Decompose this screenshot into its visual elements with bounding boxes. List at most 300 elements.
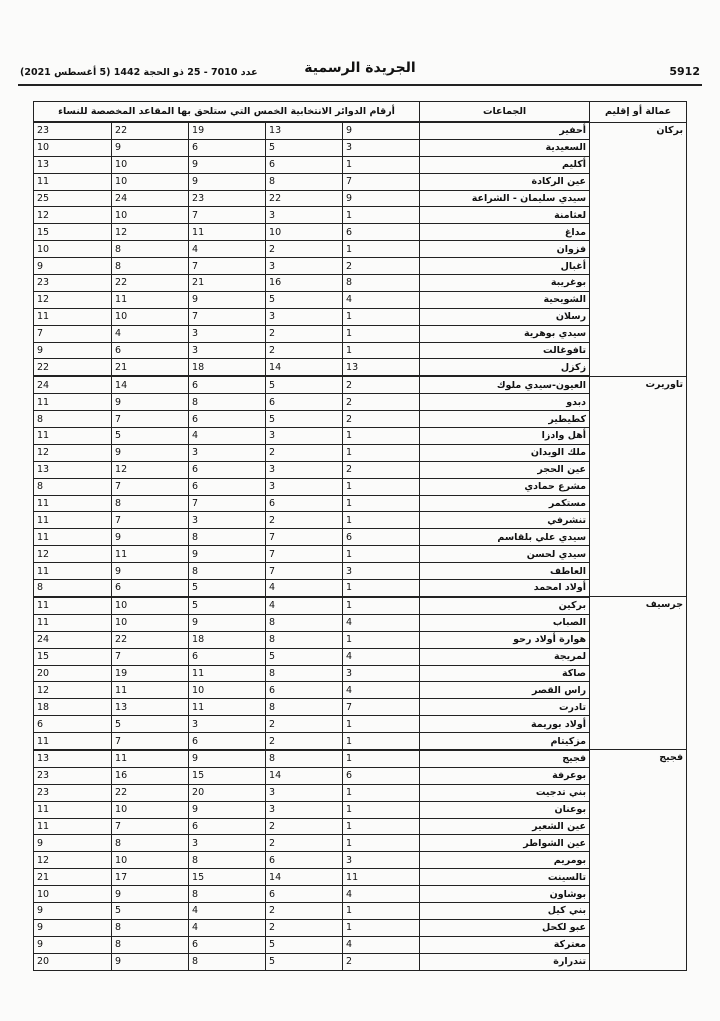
district-number-cell: 12: [112, 461, 189, 478]
district-number-cell: 7: [112, 411, 189, 428]
district-number-cell: 1: [343, 784, 420, 801]
district-number-cell: 1: [343, 308, 420, 325]
commune-cell: رسلان: [420, 308, 590, 325]
district-number-cell: 8: [266, 665, 343, 682]
district-number-cell: 20: [34, 953, 112, 970]
table-row: [34, 258, 687, 275]
district-number-cell: 15: [189, 869, 266, 886]
district-number-cell: 7: [112, 648, 189, 665]
district-number-cell: 7: [189, 495, 266, 512]
district-number-cell: 1: [343, 478, 420, 495]
district-number-cell: 16: [266, 275, 343, 292]
table-row: [34, 886, 687, 903]
district-number-cell: 8: [112, 241, 189, 258]
province-cell: [590, 919, 687, 936]
district-number-cell: 20: [189, 784, 266, 801]
district-number-cell: 11: [112, 750, 189, 767]
district-number-cell: 7: [112, 478, 189, 495]
province-cell: [590, 902, 687, 919]
district-number-cell: 1: [343, 835, 420, 852]
district-number-cell: 10: [34, 886, 112, 903]
district-number-cell: 9: [343, 190, 420, 207]
table-row: [34, 580, 687, 597]
commune-cell: عين الشعير: [420, 818, 590, 835]
district-number-cell: 7: [189, 258, 266, 275]
province-cell: [590, 495, 687, 512]
commune-cell: تافوغالت: [420, 342, 590, 359]
province-cell: [590, 835, 687, 852]
district-number-cell: 4: [343, 936, 420, 953]
district-number-cell: 3: [266, 428, 343, 445]
district-number-cell: 9: [112, 394, 189, 411]
district-number-cell: 4: [343, 614, 420, 631]
district-number-cell: 8: [34, 580, 112, 597]
district-number-cell: 2: [266, 835, 343, 852]
district-number-cell: 9: [34, 342, 112, 359]
commune-cell: بوغريبة: [420, 275, 590, 292]
table-row: [34, 461, 687, 478]
district-number-cell: 1: [343, 716, 420, 733]
district-number-cell: 6: [343, 529, 420, 546]
province-cell: [590, 275, 687, 292]
table-row: [34, 325, 687, 342]
district-number-cell: 7: [343, 173, 420, 190]
district-number-cell: 7: [343, 699, 420, 716]
district-number-cell: 6: [343, 767, 420, 784]
table-row: [34, 478, 687, 495]
district-number-cell: 13: [266, 122, 343, 139]
district-number-cell: 3: [189, 325, 266, 342]
district-number-cell: 9: [112, 886, 189, 903]
province-column-header: عمالة أو إقليم: [590, 102, 687, 123]
district-number-cell: 23: [34, 122, 112, 139]
table-row: [34, 308, 687, 325]
table-header-row: [34, 102, 687, 123]
district-number-cell: 1: [343, 580, 420, 597]
district-number-cell: 3: [189, 444, 266, 461]
district-number-cell: 3: [189, 835, 266, 852]
district-number-cell: 6: [189, 936, 266, 953]
table-row: [34, 512, 687, 529]
district-number-cell: 8: [266, 173, 343, 190]
district-number-cell: 9: [34, 835, 112, 852]
district-number-cell: 2: [266, 733, 343, 750]
commune-cell: العيون-سيدي ملوك: [420, 376, 590, 393]
commune-cell: السعيدية: [420, 139, 590, 156]
district-number-cell: 1: [343, 631, 420, 648]
district-number-cell: 9: [112, 563, 189, 580]
district-number-cell: 7: [189, 308, 266, 325]
district-number-cell: 11: [34, 597, 112, 614]
commune-cell: بومريم: [420, 852, 590, 869]
province-cell: [590, 869, 687, 886]
district-number-cell: 3: [343, 563, 420, 580]
district-number-cell: 10: [112, 156, 189, 173]
district-number-cell: 5: [266, 953, 343, 970]
district-number-cell: 1: [343, 818, 420, 835]
table-row: [34, 818, 687, 835]
table-row: [34, 122, 687, 139]
district-number-cell: 3: [266, 784, 343, 801]
district-number-cell: 1: [343, 342, 420, 359]
district-number-cell: 10: [112, 852, 189, 869]
district-number-cell: 1: [343, 428, 420, 445]
district-number-cell: 1: [343, 241, 420, 258]
commune-cell: بوشاون: [420, 886, 590, 903]
district-number-cell: 11: [34, 428, 112, 445]
district-number-cell: 2: [343, 461, 420, 478]
district-number-cell: 10: [34, 139, 112, 156]
district-number-cell: 9: [34, 258, 112, 275]
table-row: [34, 495, 687, 512]
table-row: [34, 648, 687, 665]
table-row: [34, 376, 687, 393]
district-number-cell: 6: [266, 394, 343, 411]
district-number-cell: 10: [112, 207, 189, 224]
district-number-cell: 22: [112, 784, 189, 801]
district-number-cell: 1: [343, 512, 420, 529]
district-number-cell: 8: [112, 495, 189, 512]
province-cell: [590, 173, 687, 190]
table-row: [34, 869, 687, 886]
commune-cell: عين الحجر: [420, 461, 590, 478]
district-number-cell: 7: [112, 733, 189, 750]
table-row: [34, 852, 687, 869]
commune-cell: هوارة أولاد رحو: [420, 631, 590, 648]
province-cell: [590, 716, 687, 733]
district-number-cell: 1: [343, 919, 420, 936]
district-number-cell: 3: [343, 665, 420, 682]
commune-cell: دبدو: [420, 394, 590, 411]
district-number-cell: 6: [112, 580, 189, 597]
district-number-cell: 9: [34, 936, 112, 953]
district-number-cell: 1: [343, 902, 420, 919]
district-number-cell: 2: [266, 342, 343, 359]
province-cell: [590, 784, 687, 801]
table-row: [34, 953, 687, 970]
province-cell: [590, 614, 687, 631]
district-number-cell: 5: [266, 139, 343, 156]
province-cell: [590, 139, 687, 156]
district-number-cell: 15: [34, 648, 112, 665]
province-cell: [590, 580, 687, 597]
commune-cell: ملك الويدان: [420, 444, 590, 461]
province-cell: [590, 699, 687, 716]
district-number-cell: 14: [112, 376, 189, 393]
district-number-cell: 15: [34, 224, 112, 241]
district-number-cell: 2: [343, 411, 420, 428]
province-cell: [590, 529, 687, 546]
district-number-cell: 22: [34, 359, 112, 376]
district-number-cell: 11: [34, 818, 112, 835]
commune-cell: مشرع حمادي: [420, 478, 590, 495]
district-number-cell: 7: [189, 207, 266, 224]
table-row: [34, 784, 687, 801]
district-number-cell: 11: [112, 682, 189, 699]
district-number-cell: 6: [266, 886, 343, 903]
seats-table: [33, 101, 687, 971]
district-number-cell: 8: [266, 699, 343, 716]
commune-cell: بني كيل: [420, 902, 590, 919]
district-number-cell: 13: [112, 699, 189, 716]
district-number-cell: 1: [343, 750, 420, 767]
province-cell: [590, 207, 687, 224]
district-number-cell: 21: [189, 275, 266, 292]
district-number-cell: 2: [266, 241, 343, 258]
province-cell: [590, 190, 687, 207]
district-number-cell: 9: [34, 902, 112, 919]
district-number-cell: 12: [34, 682, 112, 699]
table-row: [34, 275, 687, 292]
table-row: [34, 342, 687, 359]
district-number-cell: 4: [266, 580, 343, 597]
district-number-cell: 9: [189, 750, 266, 767]
district-number-cell: 6: [189, 461, 266, 478]
table-row: [34, 801, 687, 818]
district-number-cell: 7: [266, 546, 343, 563]
district-number-cell: 9: [343, 122, 420, 139]
district-number-cell: 4: [343, 886, 420, 903]
district-number-cell: 1: [343, 801, 420, 818]
province-cell: تاوريرت: [590, 376, 687, 393]
district-number-cell: 1: [343, 495, 420, 512]
district-number-cell: 11: [34, 529, 112, 546]
district-number-cell: 3: [266, 478, 343, 495]
table-row: [34, 614, 687, 631]
district-number-cell: 3: [266, 801, 343, 818]
province-cell: [590, 546, 687, 563]
commune-cell: كطيطير: [420, 411, 590, 428]
district-number-cell: 4: [189, 428, 266, 445]
district-number-cell: 2: [343, 953, 420, 970]
district-number-cell: 5: [266, 291, 343, 308]
district-number-cell: 7: [112, 818, 189, 835]
province-cell: [590, 461, 687, 478]
district-number-cell: 21: [34, 869, 112, 886]
commune-cell: أولاد بوريمة: [420, 716, 590, 733]
district-number-cell: 2: [266, 919, 343, 936]
district-number-cell: 9: [189, 801, 266, 818]
commune-cell: العاطف: [420, 563, 590, 580]
commune-cell: عين الشواطر: [420, 835, 590, 852]
table-row: [34, 156, 687, 173]
district-number-cell: 13: [34, 156, 112, 173]
table-row: [34, 699, 687, 716]
page-number: 5912: [669, 65, 700, 78]
district-number-cell: 11: [189, 699, 266, 716]
district-number-cell: 21: [112, 359, 189, 376]
commune-cell: بني تدجيت: [420, 784, 590, 801]
commune-cell: بركين: [420, 597, 590, 614]
district-number-cell: 8: [189, 953, 266, 970]
province-cell: [590, 224, 687, 241]
district-number-cell: 19: [112, 665, 189, 682]
table-row: [34, 190, 687, 207]
district-number-cell: 11: [112, 546, 189, 563]
commune-cell: تنشرفي: [420, 512, 590, 529]
district-number-cell: 7: [266, 529, 343, 546]
district-number-cell: 8: [112, 919, 189, 936]
district-number-cell: 5: [266, 376, 343, 393]
province-cell: [590, 665, 687, 682]
table-row: [34, 919, 687, 936]
district-number-cell: 11: [112, 291, 189, 308]
district-number-cell: 12: [34, 291, 112, 308]
district-number-cell: 2: [266, 818, 343, 835]
district-number-cell: 6: [266, 156, 343, 173]
province-cell: [590, 258, 687, 275]
table-row: [34, 224, 687, 241]
district-number-cell: 24: [34, 376, 112, 393]
district-number-cell: 7: [112, 512, 189, 529]
province-cell: [590, 156, 687, 173]
district-number-cell: 1: [343, 444, 420, 461]
commune-cell: مزكيتام: [420, 733, 590, 750]
district-number-cell: 5: [266, 411, 343, 428]
district-number-cell: 13: [34, 461, 112, 478]
district-number-cell: 11: [34, 495, 112, 512]
commune-cell: فزوان: [420, 241, 590, 258]
district-number-cell: 1: [343, 546, 420, 563]
table-row: [34, 597, 687, 614]
district-number-cell: 4: [343, 648, 420, 665]
district-number-cell: 3: [266, 207, 343, 224]
district-number-cell: 6: [189, 818, 266, 835]
district-number-cell: 3: [266, 308, 343, 325]
table-row: [34, 394, 687, 411]
table-row: [34, 291, 687, 308]
district-number-cell: 6: [266, 852, 343, 869]
district-number-cell: 19: [189, 122, 266, 139]
district-number-cell: 25: [34, 190, 112, 207]
district-number-cell: 7: [266, 563, 343, 580]
table-row: [34, 529, 687, 546]
province-cell: بركان: [590, 122, 687, 139]
district-number-cell: 5: [112, 716, 189, 733]
district-number-cell: 6: [189, 733, 266, 750]
table-row: [34, 563, 687, 580]
commune-cell: أحفير: [420, 122, 590, 139]
commune-cell: لمريجة: [420, 648, 590, 665]
district-number-cell: 5: [266, 648, 343, 665]
district-number-cell: 12: [34, 444, 112, 461]
province-cell: [590, 682, 687, 699]
table-row: [34, 139, 687, 156]
table-row: [34, 835, 687, 852]
district-number-cell: 14: [266, 767, 343, 784]
page-title: الجريدة الرسمية: [304, 60, 416, 76]
district-number-cell: 4: [112, 325, 189, 342]
province-cell: [590, 512, 687, 529]
district-number-cell: 6: [189, 478, 266, 495]
province-cell: [590, 291, 687, 308]
commune-cell: سيدي بوهرية: [420, 325, 590, 342]
district-number-cell: 1: [343, 733, 420, 750]
district-number-cell: 3: [343, 139, 420, 156]
district-number-cell: 11: [189, 224, 266, 241]
district-number-cell: 4: [343, 291, 420, 308]
district-number-cell: 10: [112, 801, 189, 818]
table-row: [34, 682, 687, 699]
commune-cell: بوعنان: [420, 801, 590, 818]
district-number-cell: 5: [112, 902, 189, 919]
province-cell: [590, 428, 687, 445]
province-cell: [590, 767, 687, 784]
district-number-cell: 8: [189, 563, 266, 580]
district-number-cell: 8: [189, 529, 266, 546]
district-number-cell: 9: [112, 139, 189, 156]
district-number-cell: 18: [189, 359, 266, 376]
commune-cell: أهل وادزا: [420, 428, 590, 445]
commune-cell: تادرت: [420, 699, 590, 716]
district-number-cell: 10: [112, 614, 189, 631]
province-cell: [590, 241, 687, 258]
header-rule: [18, 84, 702, 86]
district-number-cell: 5: [189, 580, 266, 597]
district-number-cell: 11: [34, 801, 112, 818]
district-number-cell: 10: [266, 224, 343, 241]
district-number-cell: 8: [266, 614, 343, 631]
commune-cell: صاكة: [420, 665, 590, 682]
district-number-cell: 6: [266, 495, 343, 512]
district-number-cell: 12: [112, 224, 189, 241]
commune-cell: تالسينت: [420, 869, 590, 886]
commune-cell: لعثامنة: [420, 207, 590, 224]
page-header: [18, 60, 702, 86]
province-cell: جرسيف: [590, 597, 687, 614]
district-number-cell: 9: [112, 444, 189, 461]
district-number-cell: 2: [266, 325, 343, 342]
district-number-cell: 9: [34, 919, 112, 936]
province-cell: [590, 886, 687, 903]
issue-info: عدد 7010 - 25 ذو الحجة 1442 (5 أغسطس 2021): [20, 67, 258, 78]
commune-cell: تندرارة: [420, 953, 590, 970]
district-number-cell: 8: [189, 886, 266, 903]
table-row: [34, 750, 687, 767]
district-number-cell: 11: [34, 733, 112, 750]
district-number-cell: 8: [112, 835, 189, 852]
table-row: [34, 665, 687, 682]
district-number-cell: 18: [34, 699, 112, 716]
commune-cell: عين الركادة: [420, 173, 590, 190]
district-number-cell: 3: [266, 461, 343, 478]
district-number-cell: 11: [34, 512, 112, 529]
commune-cell: أولاد امحمد: [420, 580, 590, 597]
district-number-cell: 18: [189, 631, 266, 648]
district-number-cell: 4: [189, 919, 266, 936]
district-number-cell: 12: [34, 207, 112, 224]
district-number-cell: 23: [34, 275, 112, 292]
district-number-cell: 9: [189, 291, 266, 308]
district-number-cell: 8: [112, 258, 189, 275]
district-number-cell: 8: [266, 750, 343, 767]
district-number-cell: 3: [343, 852, 420, 869]
table-body: [34, 122, 687, 970]
table-row: [34, 733, 687, 750]
district-number-cell: 1: [343, 207, 420, 224]
district-number-cell: 5: [112, 428, 189, 445]
district-number-cell: 9: [189, 614, 266, 631]
district-number-cell: 8: [34, 478, 112, 495]
district-number-cell: 10: [112, 308, 189, 325]
district-number-cell: 4: [266, 597, 343, 614]
district-number-cell: 23: [189, 190, 266, 207]
district-number-cell: 12: [34, 852, 112, 869]
commune-cell: سيدي علي بلقاسم: [420, 529, 590, 546]
district-number-cell: 11: [34, 308, 112, 325]
district-number-cell: 13: [34, 750, 112, 767]
province-cell: [590, 936, 687, 953]
